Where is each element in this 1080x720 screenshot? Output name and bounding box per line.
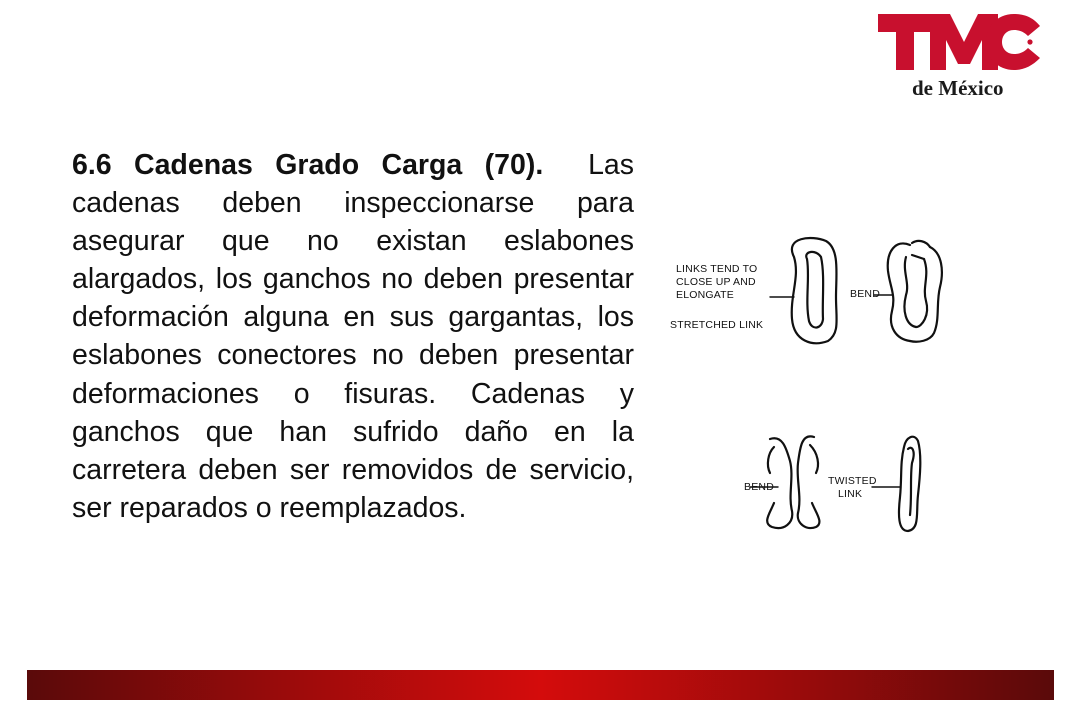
label-link: LINK: [838, 488, 863, 500]
section-heading: 6.6 Cadenas Grado Carga (70).: [72, 149, 544, 181]
logo-subtitle: de México: [912, 76, 1004, 100]
twisted-link-icon: [899, 437, 920, 531]
bent-link-icon: [767, 436, 819, 528]
label-elongate: ELONGATE: [676, 289, 735, 301]
label-twisted: TWISTED: [828, 475, 877, 487]
body-text: Las cadenas deben inspeccionarse para asegurar que no existan eslabones alargados, los ganchos no deben presentar deformación alguna en sus gargantas, los eslabones conectores no deben presentar deformaciones o fisuras. Cadenas y ganchos que han sufrido daño en la carretera deben ser removidos de servicio, ser reparados o reemplazados.: [72, 149, 635, 524]
body-paragraph: [72, 146, 634, 527]
logo-mark-icon: [872, 8, 1052, 78]
stretched-link-icon: [792, 238, 837, 343]
label-stretched-link: STRETCHED LINK: [670, 319, 764, 331]
bent-link-icon: [888, 241, 942, 342]
label-bend-top: BEND: [850, 288, 880, 300]
label-bend-bottom: BEND: [744, 481, 774, 493]
label-links-tend: LINKS TEND TO: [676, 263, 758, 275]
label-close-up: CLOSE UP AND: [676, 276, 756, 288]
footer-bar: [27, 670, 1054, 700]
company-logo: [872, 8, 1052, 100]
chain-damage-illustration: [660, 215, 960, 545]
